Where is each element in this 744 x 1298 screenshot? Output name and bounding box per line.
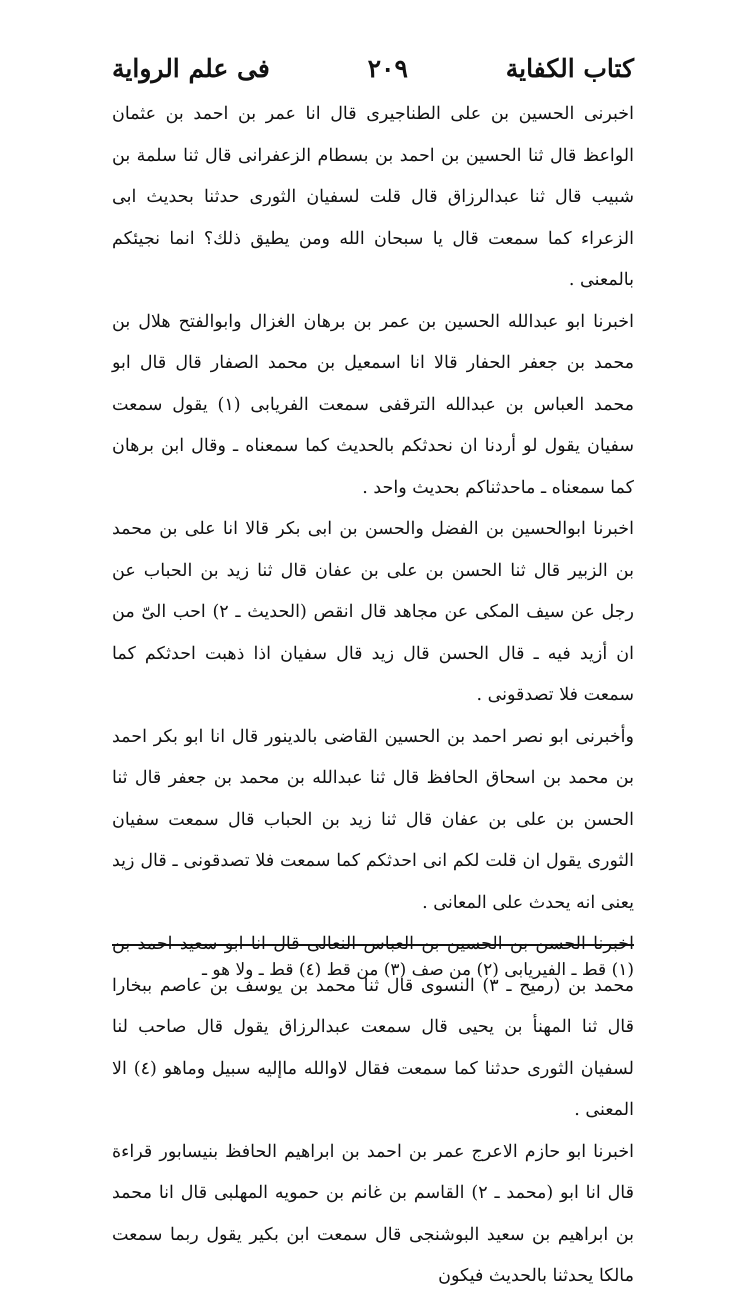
footnote: (١) قط ـ الفيريابى (٢) من صف (٣) من قط (٤) قط ـ ولا هو ـ xyxy=(201,960,634,980)
paragraph: اخبرنى الحسين بن على الطناجيرى قال انا عمر بن احمد بن عثمان الواعظ قال ثنا الحسين بن احمد بن بسطام الزعفرانى قال ثنا سلمة بن شبيب قال ثنا عبدالرزاق قال قلت لسفيان الثورى حدثنا بحديث ابى الزعراء كما سمعت قال يا سبحان الله ومن يطيق ذلك؟ انما نجيئكم بالمعنى . xyxy=(112,104,634,290)
subject-title: فى علم الرواية xyxy=(112,53,270,83)
body-text xyxy=(112,94,634,1298)
paragraph: اخبرنا ابوالحسين بن الفضل والحسن بن ابى بكر قالا انا على بن محمد بن الزبير قال ثنا الحسن بن على بن عفان قال ثنا زيد بن الحباب عن رجل عن سيف المكى عن مجاهد قال انقص (الحديث ـ ٢) احب الىّ من ان أزيد فيه ـ قال الحسن قال زيد قال سفيان اذا ذهبت احدثكم كما سمعت فلا تصدقونى . xyxy=(112,519,634,705)
paragraph: وأخبرنى ابو نصر احمد بن الحسين القاضى بالدينور قال انا ابو بكر احمد بن محمد بن اسحاق الحافظ قال ثنا عبدالله بن محمد بن جعفر قال ثنا الحسن بن على بن عفان قال ثنا زيد بن الحباب قال سمعت سفيان الثورى يقول ان قلت لكم انى احدثكم كما سمعت فلا تصدقونى ـ قال زيد يعنى انه يحدث على المعانى . xyxy=(112,726,634,913)
book-title: كتاب الكفاية xyxy=(505,53,634,83)
page-header xyxy=(112,48,634,88)
paragraph: اخبرنا ابو حازم الاعرج عمر بن احمد بن ابراهيم الحافظ بنيسابور قراءة قال انا ابو (محمد ـ ٢) القاسم بن غانم بن حمويه المهلبى قال انا محمد بن ابراهيم بن سعيد البوشنجى قال سمعت ابن بكير يقول ربما سمعت مالكا يحدثنا بالحديث فيكون xyxy=(112,1141,634,1286)
page-number: ٢٠٩ xyxy=(367,53,408,83)
paragraph: اخبرنا ابو عبدالله الحسين بن عمر بن برهان الغزال وابوالفتح هلال بن محمد بن جعفر الحفار قالا انا اسمعيل بن محمد الصفار قال قال ابو محمد العباس بن عبدالله الترقفى سمعت الفريابى (١) يقول سمعت سفيان يقول لو أردنا ان نحدثكم بالحديث كما سمعناه ـ وقال ابن برهان كما سمعناه ـ ماحدثناكم بحديث واحد . xyxy=(112,311,635,498)
footnote-divider xyxy=(112,944,634,946)
paragraph: اخبرنا الحسن بن الحسين بن العباس النعالى قال انا ابو سعيد احمد بن محمد بن (رميح ـ ٣) النسوى قال ثنا محمد بن يوسف بن عاصم ببخارا قال ثنا المهنأ بن يحيى قال سمعت عبدالرزاق يقول قال صاحب لنا لسفيان الثورى حدثنا كما سمعت فقال لاوالله ماإليه سبيل وماهو (٤) الا المعنى . xyxy=(112,934,634,1120)
